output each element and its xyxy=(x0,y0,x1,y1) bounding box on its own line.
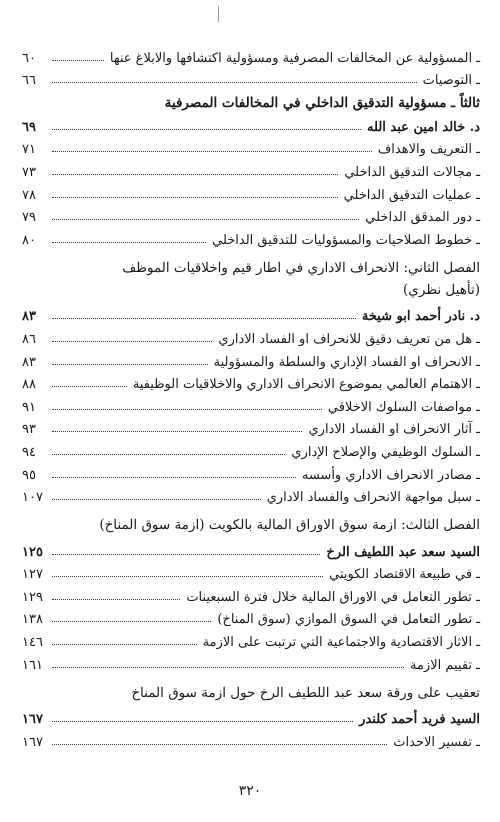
entry-page: ٨٦ xyxy=(22,331,36,347)
toc-entry[interactable] xyxy=(22,156,480,179)
toc-entry[interactable] xyxy=(22,391,480,414)
dot-leader xyxy=(52,409,322,410)
toc-entry-author[interactable] xyxy=(22,704,480,727)
entry-page: ٧٣ xyxy=(22,164,36,180)
dot-leader xyxy=(52,341,212,342)
toc-entry[interactable] xyxy=(22,202,480,225)
dot-leader xyxy=(52,60,104,61)
entry-title: ـ تطور التعامل في السوق الموازي (سوق المناخ) xyxy=(217,612,480,628)
chapter-title: الفصل الثاني: الانحراف الاداري في اطار قيم واخلاقيات الموظف xyxy=(122,259,480,276)
dot-leader xyxy=(52,667,404,668)
entry-page: ١٤٦ xyxy=(22,635,43,651)
entry-title: ـ تقييم الازمة xyxy=(409,657,480,673)
entry-title: ـ المسؤولية عن المخالفات المصرفية ومسؤولية اكتشافها والابلاغ عنها xyxy=(109,50,480,66)
dot-leader xyxy=(52,621,211,622)
entry-title: ـ مواصفات السلوك الاخلاقي xyxy=(327,399,480,415)
dot-leader xyxy=(52,174,338,175)
entry-page: ٦٦ xyxy=(22,73,36,89)
entry-page: ٩٤ xyxy=(22,444,36,460)
entry-page: ١٢٥ xyxy=(22,544,43,560)
entry-title: ـ خطوط الصلاحيات والمسؤوليات للتدقيق الداخلي xyxy=(212,232,480,248)
author-name: د. نادر أحمد ابو شيخة xyxy=(361,309,480,325)
author-name: السيد سعد عبد اللطيف الرخ xyxy=(326,544,480,560)
dot-leader xyxy=(52,386,127,387)
dot-leader xyxy=(52,454,285,455)
section-heading: ثالثاً ـ مسؤولية التدقيق الداخلي في المخالفات المصرفية xyxy=(164,95,480,112)
entry-title: ـ آثار الانحراف او الفساد الاداري xyxy=(308,422,480,438)
toc-entry[interactable] xyxy=(22,482,480,505)
dot-leader xyxy=(52,318,356,319)
author-name: السيد فريد أحمد كلندر xyxy=(359,712,480,728)
entry-page: ٦٠ xyxy=(22,50,36,66)
entry-page: ٧٨ xyxy=(22,187,36,203)
toc-entry[interactable] xyxy=(22,323,480,346)
dot-leader xyxy=(52,242,206,243)
dot-leader xyxy=(52,554,320,555)
toc-entry-author[interactable] xyxy=(22,536,480,559)
section-internal-audit xyxy=(22,87,480,247)
entry-page: ١٦٧ xyxy=(22,712,43,728)
chapter-three xyxy=(22,514,480,672)
entry-title: ـ التعريف والاهداف xyxy=(377,142,480,158)
chapter-heading xyxy=(22,514,480,536)
dot-leader xyxy=(52,721,353,722)
entry-page: ٩٥ xyxy=(22,467,36,483)
page-number: ٣٢٠ xyxy=(238,783,262,799)
entry-page: ٨٠ xyxy=(22,232,36,248)
entry-title: ـ مصادر الانحراف الاداري وأسسه xyxy=(301,467,480,483)
dot-leader xyxy=(52,129,361,130)
toc-entry[interactable] xyxy=(22,224,480,247)
entry-page: ٩٣ xyxy=(22,422,36,438)
entry-page: ١٢٩ xyxy=(22,589,43,605)
dot-leader xyxy=(52,599,180,600)
dot-leader xyxy=(52,219,359,220)
entry-page: ٧٩ xyxy=(22,210,36,226)
entry-title: ـ الاهتمام العالمي بموضوع الانحراف الاداري والاخلاقيات الوظيفية xyxy=(132,377,480,393)
entry-title: ـ السلوك الوظيفي والإصلاح الإداري xyxy=(291,444,480,460)
dot-leader xyxy=(52,477,296,478)
dot-leader xyxy=(52,364,208,365)
dot-leader xyxy=(52,151,372,152)
entry-title: ـ الاثار الاقتصادية والاجتماعية التي ترتبت على الازمة xyxy=(202,635,480,651)
toc-entry[interactable] xyxy=(22,369,480,392)
entry-title: ـ في طبيعة الاقتصاد الكويتي xyxy=(329,567,480,583)
entry-title: ـ الانحراف او الفساد الإداري والسلطة والمسؤولية xyxy=(213,354,480,370)
entry-title: ـ تفسير الاحداث xyxy=(393,734,480,750)
chapter-two xyxy=(22,257,480,504)
dot-leader xyxy=(52,499,261,500)
margin-mark xyxy=(218,6,219,22)
entry-page: ١٦١ xyxy=(22,657,43,673)
entry-title: ـ دور المدقق الداخلي xyxy=(365,210,480,226)
chapter-heading xyxy=(22,257,480,301)
dot-leader xyxy=(52,82,417,83)
entry-page: ٩١ xyxy=(22,399,36,415)
section-continuation xyxy=(22,42,480,87)
dot-leader xyxy=(52,197,338,198)
toc-entry[interactable] xyxy=(22,559,480,582)
toc-entry[interactable] xyxy=(22,459,480,482)
entry-page: ١٢٧ xyxy=(22,567,43,583)
entry-title: ـ التوصيات xyxy=(422,73,480,89)
chapter-subtitle: (تأهيل نظري) xyxy=(403,281,480,298)
dot-leader xyxy=(52,431,302,432)
dot-leader xyxy=(52,744,387,745)
toc-entry[interactable] xyxy=(22,65,480,88)
entry-page: ١٠٧ xyxy=(22,490,43,506)
toc-entry[interactable] xyxy=(22,581,480,604)
dot-leader xyxy=(52,576,323,577)
commentary-heading xyxy=(22,682,480,704)
toc-entry[interactable] xyxy=(22,179,480,202)
author-name: د. خالد امين عبد الله xyxy=(367,119,480,135)
table-of-contents xyxy=(22,42,480,749)
dot-leader xyxy=(52,644,197,645)
toc-entry-author[interactable] xyxy=(22,111,480,134)
entry-page: ٦٩ xyxy=(22,119,36,135)
entry-page: ٨٨ xyxy=(22,377,36,393)
chapter-title: الفصل الثالث: ازمة سوق الاوراق المالية بالكويت (ازمة سوق المناخ) xyxy=(99,517,480,534)
toc-entry-author[interactable] xyxy=(22,301,480,324)
toc-entry[interactable] xyxy=(22,726,480,749)
toc-entry[interactable] xyxy=(22,134,480,157)
entry-page: ١٦٧ xyxy=(22,734,43,750)
commentary-title: تعقيب على ورقة سعد عبد اللطيف الرخ حول ازمة سوق المناخ xyxy=(131,684,480,701)
entry-title: ـ عمليات التدقيق الداخلي xyxy=(343,187,480,203)
toc-entry[interactable] xyxy=(22,649,480,672)
toc-entry[interactable] xyxy=(22,42,480,65)
toc-entry[interactable] xyxy=(22,414,480,437)
entry-page: ٧١ xyxy=(22,142,36,158)
entry-title: ـ هل من تعريف دقيق للانحراف او الفساد الاداري xyxy=(218,331,480,347)
entry-title: ـ مجالات التدقيق الداخلي xyxy=(344,164,480,180)
entry-page: ٨٣ xyxy=(22,309,36,325)
toc-entry[interactable] xyxy=(22,436,480,459)
entry-title: ـ تطور التعامل في الاوراق المالية خلال فترة السبعينات xyxy=(186,589,480,605)
toc-entry[interactable] xyxy=(22,604,480,627)
entry-title: ـ سبل مواجهة الانحراف والفساد الاداري xyxy=(266,490,480,506)
commentary-section xyxy=(22,682,480,749)
entry-page: ١٣٨ xyxy=(22,612,43,628)
toc-entry[interactable] xyxy=(22,626,480,649)
toc-entry[interactable] xyxy=(22,346,480,369)
entry-page: ٨٣ xyxy=(22,354,36,370)
